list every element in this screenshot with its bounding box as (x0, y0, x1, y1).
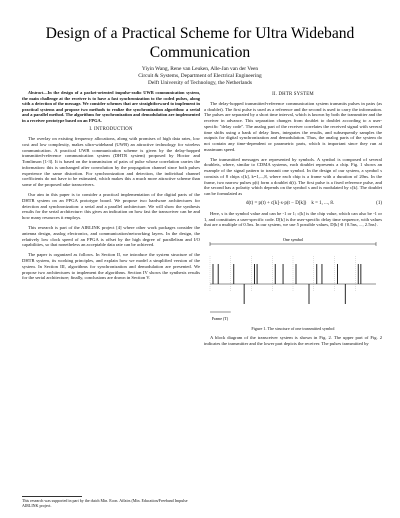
figure-1-caption: Figure 1. The structure of one transmitted symbol (251, 326, 335, 332)
equation-number: (1) (376, 201, 382, 207)
abstract-text: In the design of a packet-oriented impulse-radio UWB communication system, the main challenge at the receiver is to have a fast synchronization to the coded pulses, along with a detection of the message. We consider schemes that are straightforward to implement in practical systems and propose two methods to realize the synchronization algorithm: a serial and a parallel method. The algorithms for synchronization and demodulation are implemented in a receiver prototype based on an FPGA. (22, 90, 200, 123)
intro-paragraph: Our aim in this paper is to consider a practical implementation of the digital parts of the DHTR system on an FPGA prototype board. We propose two hardware architectures for detection and synchronization: a serial and a parallel architecture. We will show the synthesis results for the serial architecture: this gives an indication on how fast the transceiver can be and how many resources it employs. (22, 192, 200, 221)
author-university: Delft University of Technology, the Netherlands (148, 80, 252, 86)
left-column (22, 90, 200, 285)
figure-1 (204, 232, 382, 324)
author-names: Yiyin Wang, Rene van Leuken, Alle-Jan van der Veen (141, 66, 259, 72)
intro-paragraph: This research is part of the AIRLINK project [4] where other work packages consider the antenna design, analog electronics, and communication/networking layers. In the design, the relatively low clock speed of an FPGA is offset by the high degree of parallelism and I/O capabilities, so that nonetheless an acceptable data rate can be achieved. (22, 225, 200, 248)
intro-paragraph: The paper is organized as follows. In Section II, we introduce the system structure of the DHTR system, its working principles, and explain how we model a simplified version of the system. In Section III, algorithms for synchronization and demodulation are presented. We propose two architectures to implement the algorithms. Section IV shows the synthesis results for the serial architecture; finally, conclusions are drawn in Section V. (22, 252, 200, 281)
abstract (22, 90, 200, 123)
system-paragraph: The transmitted messages are represented by symbols. A symbol is composed of several doublets, where, similar to CDMA systems, each doublet represents a chip. Fig. 1 shows an example of the signal pattern to transmit one symbol. In the design of our system, a symbol s consists of 8 chips c[k], k=1,...,8, where each chip is a frame with a duration of 20ns. In the frame, two narrow pulses p(t) form a doublet d(t). The first pulse is a fixed reference pulse, and the second has a polarity which depends on the symbol s and is modulated by c[k]. The doublet can be formulated as (204, 156, 382, 197)
system-paragraph: Here, s is the symbol value and can be -1 or 1; c[k] is the chip value, which can also be -1 or 1, and constitutes a user-specific code. D[k] is the user-specific delay time sequence, with values that are a multiple of 0.5ns. In our system, we use 5 possible values, D[k] ∈ {0.5ns, ..., 2.5ns}. (204, 210, 382, 228)
frame-label: Frame (T) (211, 316, 229, 322)
footnote: This research was supported in part by the dutch Min. Econ. Affairs (Min. Education/Freeband Impulse AIRLINK project. (22, 498, 188, 508)
system-paragraph: A block diagram of the transceiver system is shown in Fig. 2. The upper part of Fig. 2 indicates the transmitter and the lower part depicts the receiver. The pulses transmitted by (204, 335, 382, 346)
author-affiliation: Circuit & Systems, Department of Electrical Engineering (138, 73, 262, 79)
footnote-rule (22, 496, 82, 497)
equation-1 (204, 201, 382, 207)
abstract-label: Abstract— (28, 90, 48, 95)
equation-body: d(t) = p(t) + c[k]·s·p(t − D[k]) (245, 201, 307, 207)
system-paragraph: The delay-hopped transmitted-reference communication system transmits pulses in pairs (as a doublet). The first pulse is used as a reference and the second is used to carry the information. The pulses are separated by a short time interval, which is known by both the transmitter and the receiver in advance. This separation changes from doublet to doublet according to a user-specific "delay code". The analog part of the receiver correlates the received signal with several time shifts using a bank of delay lines, integrates the results, and subsequently samples the outputs for digital synchronization and demodulation. Thus, the analog parts of the system do not contain any time-dependent or parametric parts, which is important since they run at maximum speed. (204, 100, 382, 152)
intro-paragraph: The overlay on existing frequency allocations, along with promises of high data rates, low cost and low complexity, makes ultra-wideband (UWB) an attractive technology for wireless communication. A practical UWB communication scheme is given by the delay-hopped transmitted-reference communication system (DHTR system) proposed by Hoctor and Tomlinson [1-3]. It is based on the transmission of pairs of pulse whose correlation carries the information: this is unchanged after convolution by the propagation channel since both pulses experience the same distortion. For synchronization and detection, the individual channel coefficients do not have to be estimated, which makes this a much more attractive scheme than some of the proposed rake transceivers. (22, 136, 200, 188)
section-heading-dhtr-system: II. DHTR SYSTEM (272, 92, 314, 97)
author-block (0, 66, 400, 87)
section-heading-introduction: I. INTRODUCTION (89, 127, 133, 133)
paper-title: Design of a Practical Scheme for Ultra Wideband Communication (45, 25, 355, 61)
equation-range: k = 1, ..., 8. (311, 201, 335, 207)
doublet-pulses (210, 256, 361, 304)
symbol-label: One symbol (282, 237, 304, 243)
symbol-structure-diagram (204, 232, 382, 324)
right-column (204, 90, 382, 351)
